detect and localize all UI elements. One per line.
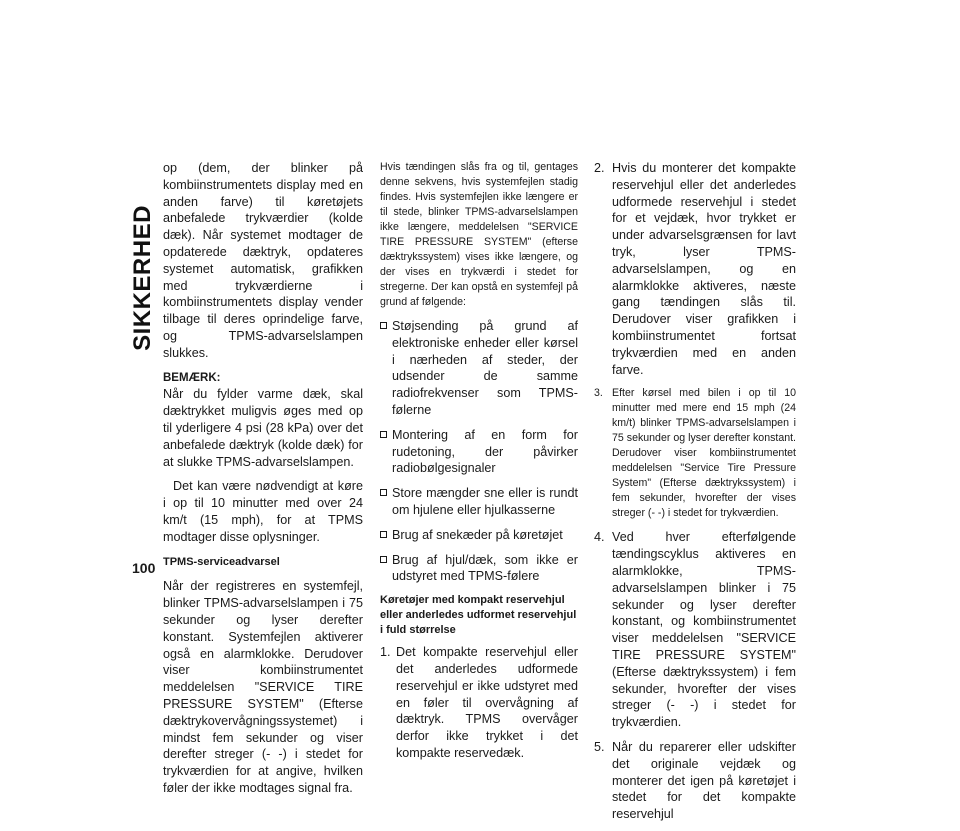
paragraph: op (dem, der blinker på kombiinstrumentets display med en anden farve) til køretøjets anbefalede trykværdier (kolde dæk). Når systemet modtager de opdaterede dæktryk, opdateres systemet automatisk, grafikken med trykværdierne i kombiinstrumentets display vender tilbage til deres oprindelige farve, og TPMS-advarselslampen slukkes. — [163, 161, 363, 360]
list-item: 1. Det kompakte reservehjul eller det anderledes udformede reservehjul er ikke udstyret med en føler til overvågning af dæktryk. TPMS overvåger derfor ikke trykket i det kompakte reservedæk. — [380, 645, 578, 760]
checkbox-bullet-icon — [380, 322, 387, 329]
column-2 — [380, 160, 578, 770]
checkbox-list — [380, 318, 578, 585]
checkbox-bullet-icon — [380, 556, 387, 563]
checkbox-bullet-icon — [380, 531, 387, 538]
list-item: Montering af en form for rudetoning, der påvirker radiobølgesignaler — [380, 427, 578, 477]
checkbox-bullet-icon — [380, 489, 387, 496]
list-item: Brug af snekæder på køretøjet — [380, 527, 578, 544]
list-item: Brug af hjul/dæk, som ikke er udstyret med TPMS-følere — [380, 552, 578, 586]
note-title: BEMÆRK: — [163, 371, 221, 384]
section-heading: Køretøjer med kompakt reservehjul eller anderledes udformet reservehjul i fuld størrelse — [380, 594, 577, 637]
column-3 — [594, 160, 796, 831]
list-item: 3. Efter kørsel med bilen i op til 10 minutter med mere end 15 mph (24 km/t) blinker TPMS-advarselslampen i 75 sekunder og lyser derefter konstant. Derudover viser kombiinstrumentet meddelelsen "Service Tire Pressure System" (Efterse dæktrykssystem) i fem sekunder, hvorefter der vises streger (- -) i stedet for trykværdien. — [594, 387, 796, 520]
checkbox-bullet-icon — [380, 431, 387, 438]
page-number: 100 — [132, 560, 156, 576]
numbered-list — [594, 160, 796, 823]
note-text: Når du fylder varme dæk, skal dæktrykket muligvis øges med op til yderligere 4 psi (28 kPa) over det anbefalede dæktryk (kolde dæk) for at slukke TPMS-advarselslampen. — [163, 387, 363, 469]
paragraph: Hvis tændingen slås fra og til, gentages denne sekvens, hvis systemfejlen stadig findes. Hvis systemfejlen ikke længere er til stede, blinker TPMS-advarselslampen ikke længere, meddelelsen "SERVICE TIRE PRESSURE SYSTEM" (efterse dæktrykssystem) vises ikke længere, og der vises en trykværdi i stedet for stregerne. Der kan opstå en systemfejl på grund af følgende: — [380, 161, 578, 308]
paragraph: Det kan være nødvendigt at køre i op til 10 minutter med over 24 km/t (15 mph), for at TPMS modtager disse oplysninger. — [163, 479, 363, 544]
section-tab — [128, 162, 158, 394]
paragraph: Når der registreres en systemfejl, blinker TPMS-advarselslampen i 75 sekunder og lyser derefter konstant. Systemfejlen aktiverer også en alarmklokke. Derudover viser kombiinstrumentet meddelelsen "SERVICE TIRE PRESSURE SYSTEM" (Efterse dæktrykovervågningssystemet) i mindst fem sekunder og viser derefter streger (- -) i stedet for trykværdien for at angive, hvilken føler der ikke modtages signal fra. — [163, 579, 363, 795]
list-item: 2. Hvis du monterer det kompakte reservehjul eller det anderledes udformede reservehjul i stedet for et vejdæk, hvor trykket er under advarselsgrænsen for lavt tryk, lyser TPMS-advarselslampen, og en alarmklokke aktiveres, næste gang tændingen slås til. Derudover viser grafikken i kombiinstrumentet fortsat trykværdien med en anden farve. — [594, 161, 796, 377]
list-item: Store mængder sne eller is rundt om hjulene eller hjulkasserne — [380, 485, 578, 519]
list-item: Støjsending på grund af elektroniske enheder eller kørsel i nærheden af steder, der udsender de samme radiofrekvenser som TPMS-følerne — [380, 318, 578, 419]
list-item: 5. Når du reparerer eller udskifter det originale vejdæk og monterer det igen på køretøjet i stedet for det kompakte reservehjul — [594, 739, 796, 822]
list-item: 4. Ved hver efterfølgende tændingscyklus aktiveres en alarmklokke, TPMS-advarselslampen blinker i 75 sekunder og lyser derefter konstant, og kombiinstrumentet viser meddelelsen "SERVICE TIRE PRESSURE SYSTEM" (Efterse dæktrykssystem) i fem sekunder, hvorefter der vises streger (- -) i stedet for trykværdien. — [594, 530, 796, 730]
numbered-list — [380, 644, 578, 762]
section-tab-label: SIKKERHED — [129, 205, 156, 351]
column-1 — [163, 160, 363, 805]
section-heading: TPMS-serviceadvarsel — [163, 555, 280, 568]
